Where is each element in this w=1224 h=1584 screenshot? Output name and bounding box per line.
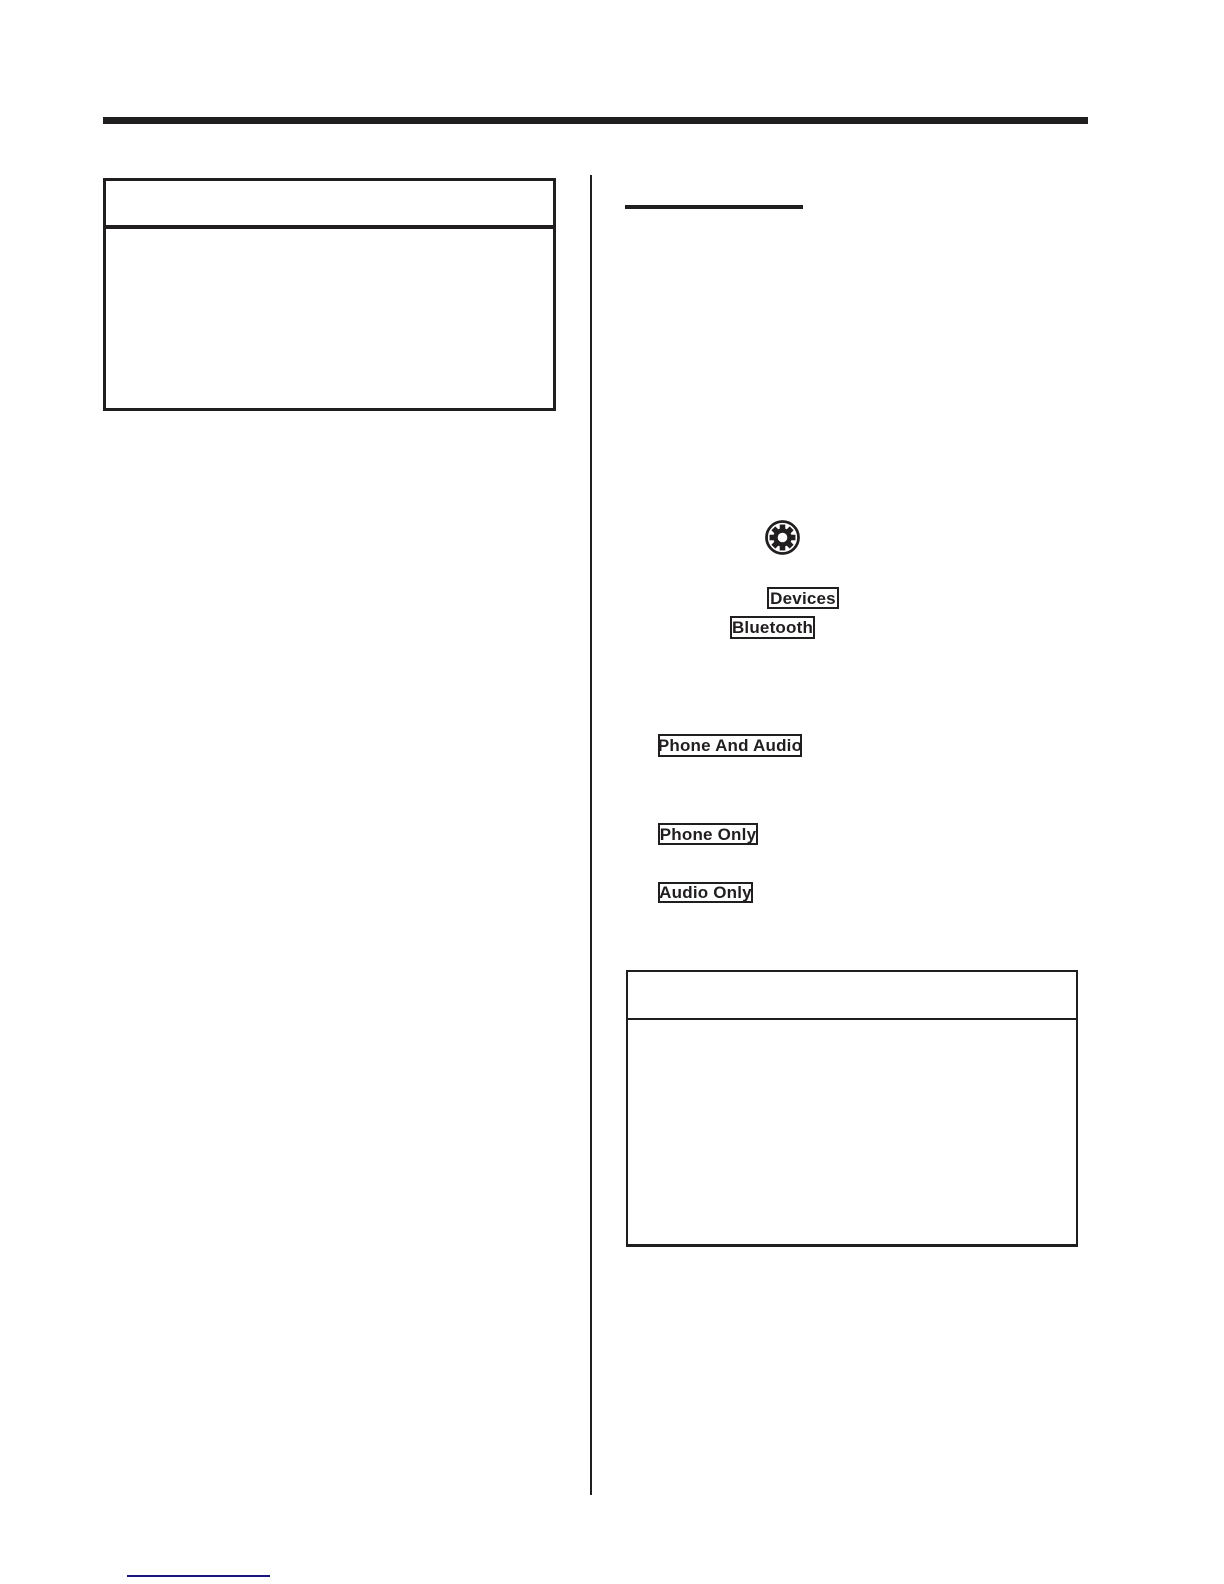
phone-only-button[interactable]: Phone Only <box>659 824 757 844</box>
right-note-box-body <box>628 1020 1076 1244</box>
gear-icon <box>764 519 801 556</box>
bluetooth-button[interactable]: Bluetooth <box>731 618 814 637</box>
column-divider <box>590 175 592 1495</box>
left-note-box-header <box>106 181 553 229</box>
left-note-box-body <box>106 229 553 408</box>
left-note-box <box>103 178 556 411</box>
right-note-box-header <box>628 972 1076 1020</box>
footer-link-underline[interactable] <box>127 1575 270 1577</box>
devices-button[interactable]: Devices <box>767 587 839 609</box>
top-page-rule <box>103 117 1088 124</box>
phone-and-audio-button[interactable]: Phone And Audio <box>657 736 803 755</box>
section-heading-rule <box>625 205 803 209</box>
right-note-box <box>626 970 1078 1247</box>
audio-only-button[interactable]: Audio Only <box>659 883 752 902</box>
